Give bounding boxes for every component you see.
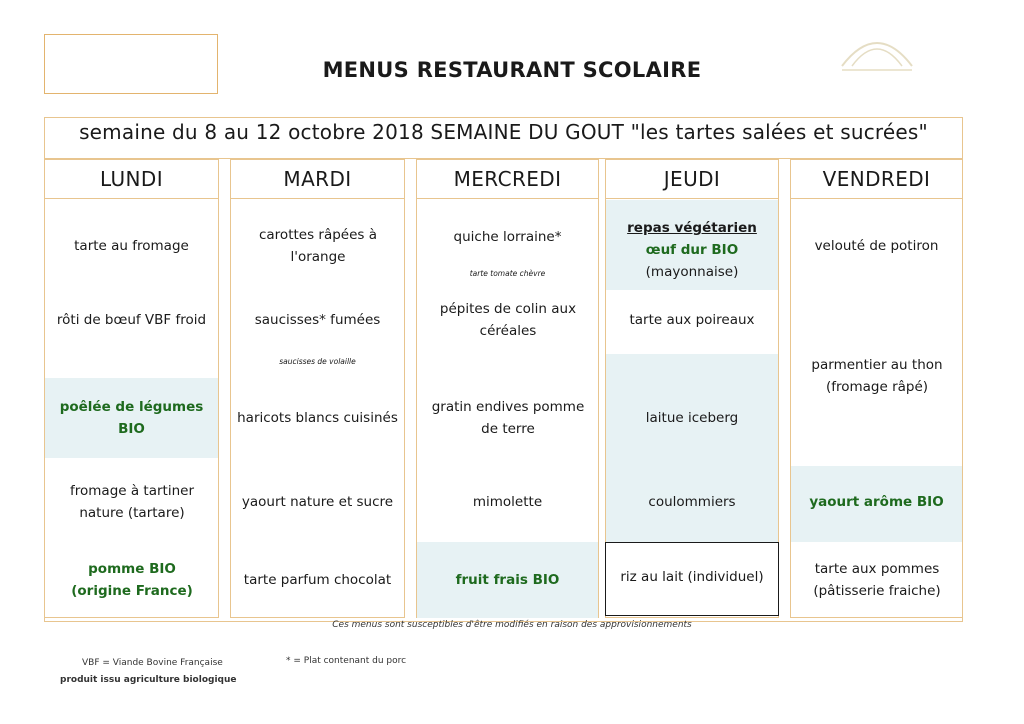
divider bbox=[231, 198, 404, 199]
dish-main: saucisses* fumées bbox=[254, 312, 381, 328]
day-column-mercredi bbox=[416, 159, 599, 618]
dish-side: gratin endives pomme de terre bbox=[431, 399, 585, 437]
dish-dessert: tarte aux pommes (pâtisserie fraiche) bbox=[813, 561, 941, 599]
divider bbox=[45, 198, 218, 199]
dish-starter-note: (mayonnaise) bbox=[645, 264, 739, 280]
legend-bio: produit issu agriculture biologique bbox=[60, 675, 237, 685]
dish-dairy: yaourt arôme BIO bbox=[809, 494, 944, 510]
dish-starter bbox=[606, 214, 778, 286]
dish-main: tarte aux poireaux bbox=[629, 312, 755, 328]
dish-main: rôti de bœuf VBF froid bbox=[56, 312, 207, 328]
week-title: semaine du 8 au 12 octobre 2018 SEMAINE DU GOUT "les tartes salées et sucrées" bbox=[79, 120, 928, 144]
dish-dairy: fromage à tartiner nature (tartare) bbox=[70, 483, 194, 521]
dish-dessert: pomme BIO (origine France) bbox=[71, 561, 193, 599]
page-title: MENUS RESTAURANT SCOLAIRE bbox=[322, 58, 702, 82]
dish-dessert: tarte parfum chocolat bbox=[243, 572, 392, 588]
dish-dessert-box bbox=[605, 542, 779, 616]
dish-starter-name: œuf dur BIO bbox=[645, 242, 739, 258]
divider bbox=[791, 198, 962, 199]
day-column-vendredi bbox=[790, 159, 963, 618]
divider bbox=[606, 198, 778, 199]
day-name: VENDREDI bbox=[822, 167, 931, 191]
dish-main: pépites de colin aux céréales bbox=[439, 301, 577, 339]
disclaimer-note: Ces menus sont susceptibles d'être modifiés en raison des approvisionnements bbox=[332, 620, 692, 630]
day-column-lundi bbox=[44, 159, 219, 618]
dish-dairy: coulommiers bbox=[648, 494, 736, 510]
dish-main-alternative: saucisses de volaille bbox=[279, 357, 356, 366]
dish-side: haricots blancs cuisinés bbox=[237, 410, 398, 426]
dish-dessert: fruit frais BIO bbox=[455, 572, 560, 588]
dish-main: parmentier au thon (fromage râpé) bbox=[811, 357, 943, 395]
stamp-icon bbox=[834, 26, 920, 78]
day-name: JEUDI bbox=[663, 167, 721, 191]
day-column-mardi bbox=[230, 159, 405, 618]
day-name: LUNDI bbox=[99, 167, 164, 191]
day-name: MERCREDI bbox=[453, 167, 562, 191]
dish-side: laitue iceberg bbox=[645, 410, 739, 426]
legend-pork: * = Plat contenant du porc bbox=[286, 656, 407, 666]
dish-dairy: yaourt nature et sucre bbox=[241, 494, 394, 510]
dish-starter: velouté de potiron bbox=[814, 238, 939, 254]
day-name: MARDI bbox=[283, 167, 352, 191]
vegetarian-label: repas végétarien bbox=[627, 220, 757, 236]
dish-starter: tarte au fromage bbox=[74, 238, 189, 254]
dish-dessert: riz au lait (individuel) bbox=[620, 569, 764, 585]
divider bbox=[417, 198, 598, 199]
dish-starter-alternative: tarte tomate chèvre bbox=[469, 269, 546, 278]
legend-vbf: VBF = Viande Bovine Française bbox=[82, 658, 223, 668]
dish-side: poêlée de légumes BIO bbox=[59, 399, 204, 437]
dish-starter: quiche lorraine* bbox=[453, 229, 562, 245]
dish-starter: carottes râpées à l'orange bbox=[258, 227, 378, 265]
dish-dairy: mimolette bbox=[472, 494, 543, 510]
